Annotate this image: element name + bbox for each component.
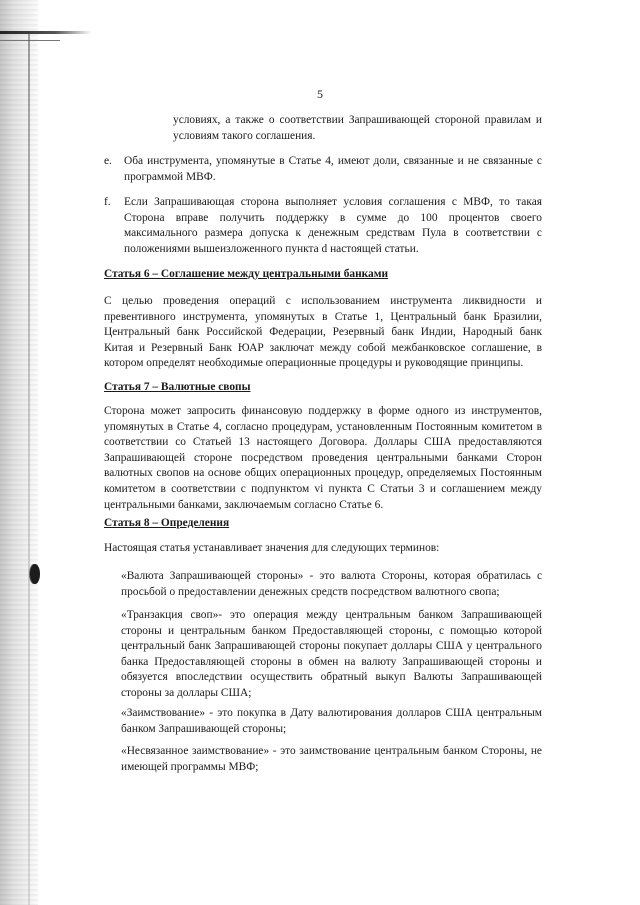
article-6-paragraph xyxy=(104,294,542,372)
definition-requesting-currency xyxy=(121,569,542,600)
page-number: 5 xyxy=(317,87,323,101)
definition-swap-transaction xyxy=(121,608,542,702)
punch-hole xyxy=(30,564,40,584)
continuation-paragraph xyxy=(173,113,542,144)
article-7-heading: Статья 7 – Валютные свопы xyxy=(104,381,251,393)
article-8-intro-text: Настоящая статья устанавливает значения для следующих терминов: xyxy=(104,542,440,554)
article-6-heading: Статья 6 – Соглашение между центральными банками xyxy=(104,268,389,280)
definition-text: «Валюта Запрашивающей стороны» - это валюта Стороны, которая обратилась с просьбой о предоставлении денежных средств посредством валютного свопа; xyxy=(121,570,542,598)
scan-artifact-vertical xyxy=(28,34,30,905)
scan-artifact-line xyxy=(0,31,92,34)
item-f-letter: f. xyxy=(104,196,111,208)
scan-shadow-edge xyxy=(0,0,38,905)
item-f-text: Если Запрашивающая сторона выполняет условия соглашения с МВФ, то такая Сторона вправе получить поддержку в сумме до 100 процентов своего максимального размера допуска к денежным средствам Пула в соответствии с положениями вышеизложенного пункта d настоящей статьи. xyxy=(124,196,542,255)
definition-text: «Заимствование» - это покупка в Дату валютирования долларов США центральным банком Запрашивающей стороны; xyxy=(121,707,542,735)
continuation-text: условиях, а также о соответствии Запрашивающей стороной правилам и условиям такого соглашения. xyxy=(173,114,542,142)
definition-text: «Транзакция своп»- это операция между центральным банком Запрашивающей стороны и центральным банком Предоставляющей стороны, с помощью которой центральный банк Запрашивающей стороны покупает доллары США у центрального банка Предоставляющей стороны в обмен на валюту Запрашивающей стороны и обязуется впоследствии осуществить обратный выкуп Валюты Запрашивающей стороны за доллары США; xyxy=(121,609,542,699)
article-7-paragraph xyxy=(104,404,542,513)
article-8-intro xyxy=(104,541,542,557)
item-e-letter: e. xyxy=(104,155,112,167)
item-e xyxy=(124,154,542,185)
definition-text: «Несвязанное заимствование» - это заимствование центральным банком Стороны, не имеющей программы МВФ; xyxy=(121,745,542,773)
item-f xyxy=(124,195,542,257)
definition-unlinked-borrowing xyxy=(121,744,542,775)
item-e-text: Оба инструмента, упомянутые в Статье 4, имеют доли, связанные и не связанные с программой МВФ. xyxy=(124,155,542,183)
scan-artifact-line-thin xyxy=(0,40,60,41)
article-7-text: Сторона может запросить финансовую поддержку в форме одного из инструментов, упомянутых в Статье 4, согласно процедурам, установленным Постоянным комитетом в соответствии со Статьей 13 настоящего Договора. Доллары США предоставляются Запрашивающей стороне посредством проведения центральными банками Сторон валютных свопов на основе общих операционных процедур, определяемых Постоянным комитетом в соответствии с подпунктом vi пункта С Статьи 3 и соглашением между центральными банками, заключаемым согласно Статье 6. xyxy=(104,405,542,511)
article-6-text: С целью проведения операций с использованием инструмента ликвидности и превентивного инструмента, упомянутых в Статье 1, Центральный банк Бразилии, Центральный банк Российской Федерации, Резервный банк Индии, Народный банк Китая и Резервный Банк ЮАР заключат между собой межбанковское соглашение, в котором определят необходимые операционные процедуры и руководящие принципы. xyxy=(104,295,542,370)
definition-borrowing xyxy=(121,706,542,737)
article-8-heading: Статья 8 – Определения xyxy=(104,517,230,529)
